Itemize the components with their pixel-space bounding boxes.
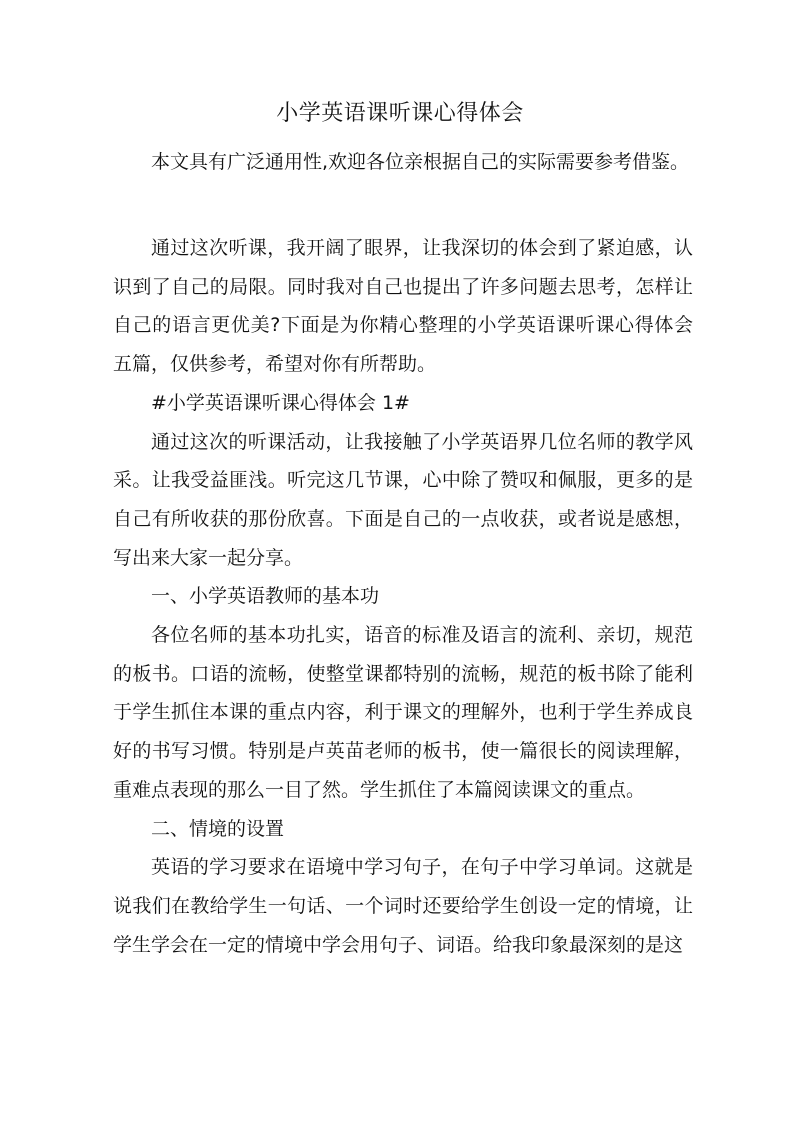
paragraph-intro: 通过这次听课，我开阔了眼界，让我深切的体会到了紧迫感，认识到了自己的局限。同时我对自己也提出了许多问题去思考，怎样让自己的语言更优美?下面是为你精心整理的小学英语课听课心得体会五篇，仅供参考，希望对你有所帮助。 bbox=[113, 237, 693, 376]
paragraph: 各位名师的基本功扎实，语音的标准及语言的流利、亲切，规范的板书。口语的流畅，使整堂课都特别的流畅，规范的板书除了能利于学生抓住本课的重点内容，利于课文的理解外，也利于学生养成良好的书写习惯。特别是卢英苗老师的板书，使一篇很长的阅读理解，重难点表现的那么一目了然。学生抓住了本篇阅读课文的重点。 bbox=[113, 624, 693, 801]
subheading-basic-skills: 一、小学英语教师的基本功 bbox=[151, 585, 380, 608]
document-body bbox=[113, 229, 693, 964]
paragraph: 通过这次的听课活动，让我接触了小学英语界几位名师的教学风采。让我受益匪浅。听完这几节课，心中除了赞叹和佩服，更多的是自己有所收获的那份欣喜。下面是自己的一点收获，或者说是感想，写出来大家一起分享。 bbox=[113, 430, 693, 569]
document-title: 小学英语课听课心得体会 bbox=[276, 101, 524, 126]
subheading-situation-setting: 二、情境的设置 bbox=[151, 817, 285, 840]
paragraph: 英语的学习要求在语境中学习句子，在句子中学习单词。这就是说我们在教给学生一句话、一个词时还要给学生创设一定的情境，让学生学会在一定的情境中学会用句子、词语。给我印象最深刻的是这 bbox=[113, 856, 693, 956]
section-heading-part-1: #小学英语课听课心得体会 1# bbox=[151, 391, 410, 414]
document-subtitle: 本文具有广泛通用性,欢迎各位亲根据自己的实际需要参考借鉴。 bbox=[150, 151, 690, 173]
